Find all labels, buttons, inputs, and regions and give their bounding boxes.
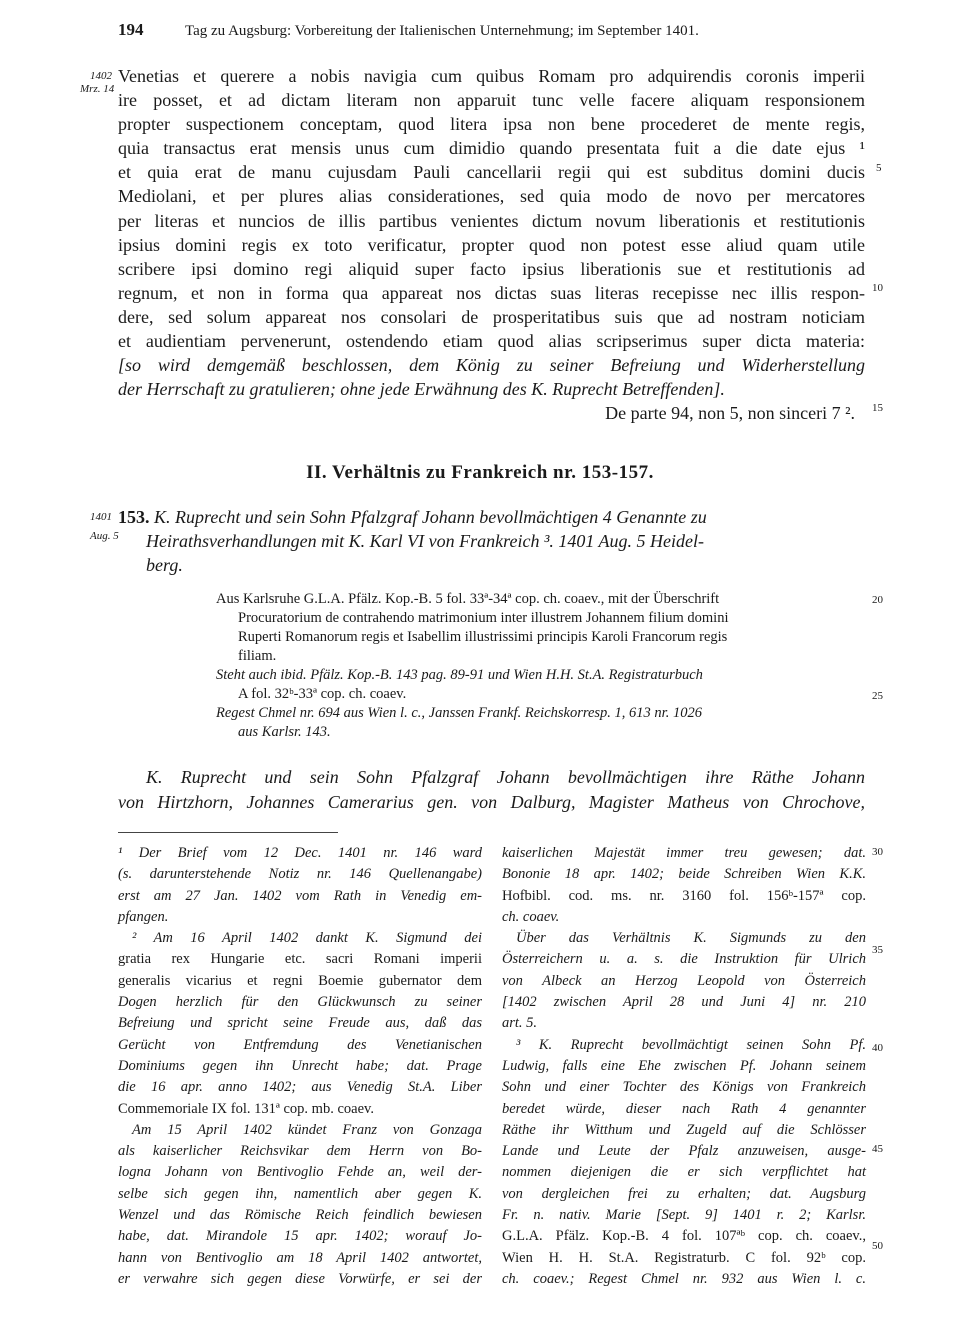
regest-entry (118, 505, 865, 577)
footnote-line: G.L.A. Pfälz. Kop.-B. 4 fol. 107ªᵇ cop. ch. coaev., (502, 1228, 866, 1245)
footnote-rule (118, 832, 338, 833)
footnote-line: ch. coaev. (502, 908, 560, 925)
footnote-line: von dergleichen frei zu erhalten; dat. Augsburg (502, 1185, 866, 1202)
footnote-line: art. 5. (502, 1015, 538, 1032)
footnote-line: Gerücht von Entfremdung des Venetianischen (118, 1036, 482, 1053)
line-number: 15 (872, 402, 883, 414)
footnote-line: logna Johann von Bentivoglio Fehde an, weil der- (118, 1164, 482, 1181)
footnote-line: selbe sich gegen ihn, namentlich aber gegen K. (118, 1185, 482, 1202)
regest-line: berg. (146, 555, 183, 575)
footnote-line: pfangen. (118, 908, 169, 925)
footnote-line: Hofbibl. cod. ms. nr. 3160 fol. 156ᵇ-157ª cop. (502, 887, 866, 904)
footnote-line: er verwahre sich gegen diese Vorwürfe, er sei der (118, 1270, 482, 1287)
source-line: Steht auch ibid. Pfälz. Kop.-B. 143 pag. 89-91 und Wien H.H. St.A. Registraturbuch (216, 667, 703, 683)
body-line-editorial: [so wird demgemäß beschlossen, dem König zu seiner Befreiung und Widerherstellung (118, 355, 865, 376)
body-line: ire posset, et ad dictam literam non apparuit tunc velle facere aliquam responsionem (118, 90, 865, 111)
footnote-line: erst am 27 Jan. 1402 vom Rath in Venedig em- (118, 887, 482, 904)
body-line: scribere ipsi domino regi aliquid super facto ipsius liberationis sue et restitutionis ad (118, 258, 865, 279)
regest-line: K. Ruprecht und sein Sohn Pfalzgraf Johann bevollmächtigen 4 Genannte zu (154, 507, 707, 527)
source-line: filiam. (238, 648, 277, 664)
running-header (118, 20, 699, 40)
footnote-line: kaiserlichen Majestät immer treu gewesen; dat. (502, 845, 866, 861)
summary-line: K. Ruprecht und sein Sohn Pfalzgraf Johann bevollmächtigen ihre Räthe Johann (146, 767, 865, 787)
footnote-line: von Albeck an Herzog Leopold von Österreich (502, 972, 866, 989)
body-line: ipsius domini regis ex toto verificatur, propter quod non potest esse aliud quam utile (118, 234, 865, 255)
footnote-line: gratia rex Hungarie etc. sacri Romani imperii (118, 951, 482, 968)
footnote-line: Über das Verhältnis K. Sigmunds zu den (516, 930, 866, 947)
line-number: 35 (872, 944, 883, 956)
footnote-line: Dominiums gegen ihn Unrecht habe; dat. Prage (118, 1057, 482, 1074)
source-line: A fol. 32ᵇ-33ª cop. ch. coaev. (238, 686, 407, 702)
source-line: Aus Karlsruhe G.L.A. Pfälz. Kop.-B. 5 fol. 33ª-34ª cop. ch. coaev., mit der Überschrift (216, 591, 720, 607)
footnote-line: ² Am 16 April 1402 dankt K. Sigmund dei (132, 930, 482, 947)
footnote-line: Lande und Leute der Pfalz anzuweisen, ausge- (502, 1143, 866, 1160)
footnote-line: als kaiserlicher Reichsvikar dem Herrn von Bo- (118, 1143, 482, 1160)
footnote-line: Wenzel und das Römische Reich feindlich bewiesen (118, 1207, 482, 1224)
footnote-line: ³ K. Ruprecht bevollmächtigt seinen Sohn Pf. (516, 1036, 866, 1053)
line-number: 50 (872, 1240, 883, 1252)
source-notes (216, 590, 863, 742)
footnote-line: Sohn und einer Tochter des Königs von Frankreich (502, 1079, 866, 1096)
footnote-line: Ludwig, falls eine Ehe zwischen Pf. Johann seinem (502, 1057, 866, 1074)
footnote-line: Wien H. H. St.A. Registraturb. C fol. 92ᵇ cop. (502, 1249, 866, 1266)
footnote-line: Fr. n. nativ. Marie [Sept. 9] 1401 r. 2; Karlsr. (502, 1207, 866, 1224)
summary-paragraph (118, 765, 865, 815)
margin-date-day: Mrz. 14 (80, 83, 115, 95)
line-number: 20 (872, 594, 883, 606)
footnote-line: die 16 apr. anno 1402; aus Venedig St.A. Liber (118, 1079, 482, 1096)
body-line: per literas et nuncios de illis partibus venientes dictum novum liberationis et restitutionis (118, 210, 865, 231)
body-line: et quia erat de manu cujusdam Pauli cancellarii regii qui est subditus domini ducis (118, 162, 865, 183)
margin-date-year: 1402 (90, 70, 112, 82)
body-line: regnum, et non in forma qua appareat nos dictas suas literas recepisse nec illis respon- (118, 282, 865, 303)
source-line: aus Karlsr. 143. (238, 724, 331, 740)
footnote-line: Dogen herzlich für den Glückwunsch zu seiner (118, 994, 482, 1011)
footnote-line: Commemoriale IX fol. 131ª cop. mb. coaev. (118, 1100, 374, 1117)
source-line: Procuratorium de contrahendo matrimonium inter illustrem Johannem filium domini (238, 610, 729, 626)
footnote-line: (s. darunterstehende Notiz nr. 146 Quellenangabe) (118, 866, 482, 883)
footnote-line: Befreiung und spricht seine Freude aus, daß das (118, 1015, 482, 1032)
body-line-endnote: De parte 94, non 5, non sinceri 7 ². (605, 403, 855, 424)
margin-date-day: Aug. 5 (90, 530, 119, 542)
body-line: Mediolani, et per plures alias considerationes, sed quia modo de novo per mercatores (118, 186, 865, 207)
running-title: Tag zu Augsburg: Vorbereitung der Italienischen Unternehmung; im September 1401. (184, 23, 699, 39)
source-line: Regest Chmel nr. 694 aus Wien l. c., Janssen Frankf. Reichskorresp. 1, 613 nr. 1026 (216, 705, 702, 721)
line-number: 5 (876, 162, 882, 174)
footnotes-left (118, 843, 482, 1290)
footnote-line: nommen diejenigen die er sich verpflichtet hat (502, 1164, 866, 1181)
source-line: Ruperti Romanorum regis et Isabellim illustrissimi principis Karoli Francorum regis (238, 629, 728, 645)
line-number: 25 (872, 690, 883, 702)
summary-line: von Hirtzhorn, Johannes Camerarius gen. von Dalburg, Magister Matheus von Chrochove, (118, 792, 865, 812)
page-number: 194 (118, 20, 144, 39)
margin-date-year: 1401 (90, 511, 112, 523)
body-line: propter suspectionem conceptam, quod litera ipsa non bene procederet de mente regis, (118, 114, 865, 135)
body-line: Venetias et querere a nobis navigia cum quibus Romam pro adquirendis coronis imperii (118, 66, 865, 86)
body-text (118, 64, 865, 425)
body-line: quia transactus erat mensis unus cum dimidio quando presentata fuit a die date ejus ¹ (118, 138, 865, 159)
footnote-line: Bononie 18 apr. 1402; beide Schreiben Wien K.K. (502, 866, 866, 883)
body-line-editorial: der Herrschaft zu gratulieren; ohne jede Erwähnung des K. Ruprecht Betreffenden]. (118, 379, 725, 400)
line-number: 10 (872, 282, 883, 294)
footnote-line: hann von Bentivoglio am 18 April 1402 antwortet, (118, 1249, 482, 1266)
body-line: et audientiam pervenerunt, ostendendo etiam quod alias scripserimus super dicta materia: (118, 331, 865, 352)
footnote-line: habe, dat. Mirandole 15 apr. 1402; worauf Jo- (118, 1228, 482, 1245)
footnotes-right (502, 843, 866, 1290)
section-heading: II. Verhältnis zu Frankreich nr. 153-157. (306, 462, 654, 483)
footnote-line: Österreichern u. a. s. die Instruktion für Ulrich (502, 951, 866, 968)
regest-line: Heirathsverhandlungen mit K. Karl VI von Frankreich ³. 1401 Aug. 5 Heidel- (146, 531, 704, 551)
footnote-line: generalis vicarius et regni Boemie gubernator dem (118, 972, 482, 989)
footnote-line: beredet würde, dieser nach Rath 4 genannter (502, 1100, 866, 1117)
regest-number: 153. (118, 507, 150, 527)
line-number: 40 (872, 1042, 883, 1054)
footnote-line: Räthe ihr Witthum und Zugeld auf die Schlösser (502, 1121, 866, 1138)
footnote-line: ch. coaev.; Regest Chmel nr. 932 aus Wien l. c. (502, 1270, 866, 1287)
footnote-line: Am 15 April 1402 kündet Franz von Gonzaga (132, 1121, 482, 1138)
line-number: 30 (872, 846, 883, 858)
footnote-line: ¹ Der Brief vom 12 Dec. 1401 nr. 146 ward (118, 845, 482, 861)
body-line: dere, sed solum appareat nos consolari de prosperitatibus suis que ad nostram noticiam (118, 306, 865, 327)
footnote-line: [1402 zwischen April 28 und Juni 4] nr. 210 (502, 994, 866, 1011)
line-number: 45 (872, 1143, 883, 1155)
